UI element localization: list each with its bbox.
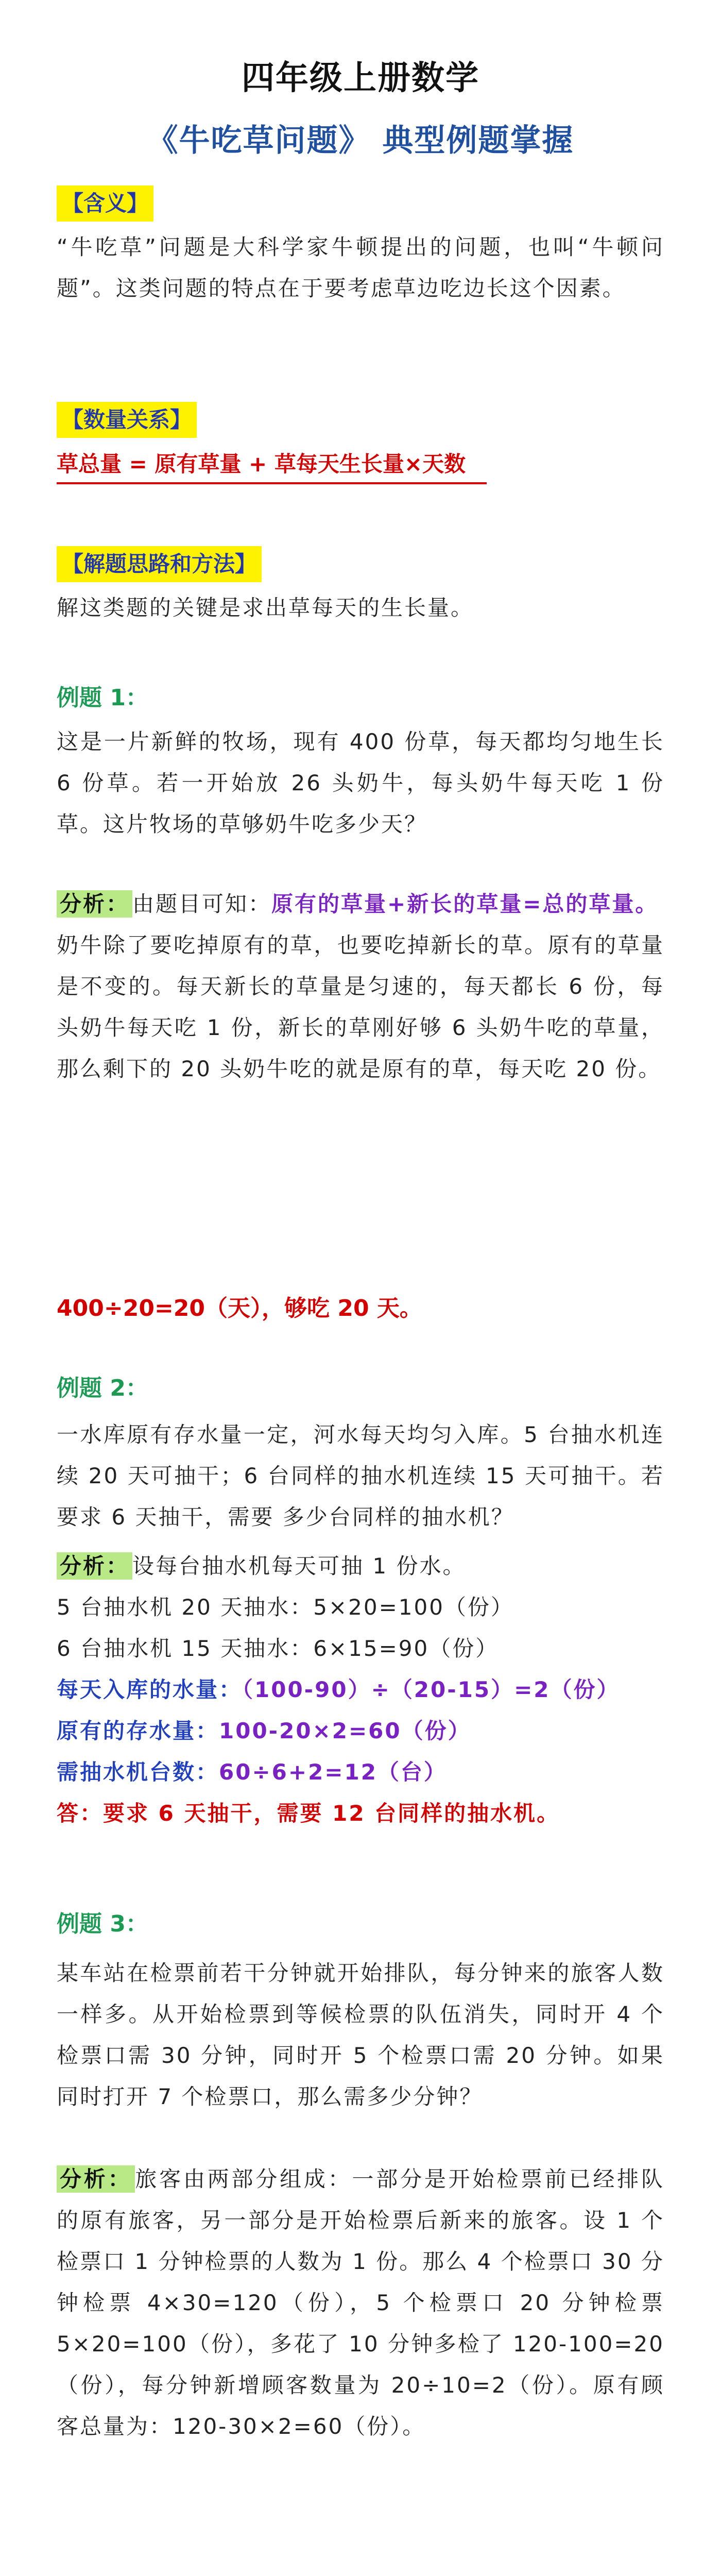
example1-analysis-tag: 分析： xyxy=(57,890,132,918)
example2-inflow-value: （100-90）÷（20-15）=2（份） xyxy=(242,1677,620,1702)
example2-storage-value: 100-20×2=60（份） xyxy=(219,1718,471,1743)
example2-problem: 一水库原有存水量一定，河水每天均匀入库。5 台抽水机连续 20 天可抽干；6 台同样的抽水机连续 15 天可抽干。若要求 6 天抽干，需要 多少台同样的抽水机？ xyxy=(57,1422,664,1530)
quantity-formula: 草总量 = 原有草量 + 草每天生长量×天数 xyxy=(57,451,466,477)
quantity-formula-block xyxy=(57,448,664,484)
example1-heading: 例题 1： xyxy=(57,685,148,711)
meaning-tag: 【含义】 xyxy=(57,185,153,222)
example1-problem: 这是一片新鲜的牧场，现有 400 份草，每天都均匀地生长 6 份草。若一开始放 26 头奶牛，每头奶牛每天吃 1 份草。这片牧场的草够奶牛吃多少天？ xyxy=(57,729,664,837)
example1-analysis-highlight: 原有的草量+新长的草量=总的草量。 xyxy=(271,891,659,917)
example2-line1: 5 台抽水机 20 天抽水：5×20=100（份） xyxy=(57,1595,514,1620)
formula-underline xyxy=(57,482,487,484)
example2-line2: 6 台抽水机 15 天抽水：6×15=90（份） xyxy=(57,1636,499,1661)
example3-heading: 例题 3： xyxy=(57,1911,148,1937)
meaning-text: “牛吃草”问题是大科学家牛顿提出的问题，也叫“牛顿问题”。这类问题的特点在于要考虑草边吃边长这个因素。 xyxy=(57,234,664,301)
example2-storage-label: 原有的存水量： xyxy=(57,1718,219,1743)
page-title: 四年级上册数学 xyxy=(242,59,479,97)
example1-analysis-lead: 由题目可知： xyxy=(132,891,272,917)
method-tag: 【解题思路和方法】 xyxy=(57,546,262,582)
meaning-section xyxy=(57,185,664,222)
example2-analysis-lead: 设每台抽水机每天可抽 1 份水。 xyxy=(132,1553,466,1579)
quantity-tag: 【数量关系】 xyxy=(57,402,197,438)
example1-answer: 400÷20=20（天），够吃 20 天。 xyxy=(57,1295,422,1321)
example2-pumps-value: 60÷6+2=12（台） xyxy=(219,1759,447,1785)
example2-heading: 例题 2： xyxy=(57,1375,148,1401)
example2-pumps-label: 需抽水机台数： xyxy=(57,1759,219,1785)
method-text: 解这类题的关键是求出草每天的生长量。 xyxy=(57,595,474,620)
example2-analysis xyxy=(57,1546,664,1834)
example3-problem: 某车站在检票前若干分钟就开始排队，每分钟来的旅客人数一样多。从开始检票到等候检票的队伍消失，同时开 4 个检票口需 30 分钟，同时开 5 个检票口需 20 分钟。如果同时打开 7 个检票口，那么需多少分钟？ xyxy=(57,1960,664,2109)
example1-analysis xyxy=(57,884,664,1090)
example2-answer: 答：要求 6 天抽干，需要 12 台同样的抽水机。 xyxy=(57,1801,560,1826)
method-section xyxy=(57,546,664,582)
example2-inflow-label: 每天入库的水量： xyxy=(57,1677,243,1702)
page-subtitle: 《牛吃草问题》 典型例题掌握 xyxy=(147,123,574,159)
example3-analysis-tag: 分析： xyxy=(57,2165,135,2193)
example1-analysis-body: 奶牛除了要吃掉原有的草，也要吃掉新长的草。原有的草量是不变的。每天新长的草量是匀速的，每天都长 6 份，每头奶牛每天吃 1 份，新长的草刚好够 6 头奶牛吃的草量，那么剩下的 20 头奶牛吃的就是原有的草，每天吃 20 份。 xyxy=(57,933,664,1081)
example3-analysis xyxy=(57,2159,664,2447)
example2-analysis-tag: 分析： xyxy=(57,1552,132,1580)
quantity-section xyxy=(57,402,664,438)
example3-analysis-body: 旅客由两部分组成：一部分是开始检票前已经排队的原有旅客，另一部分是开始检票后新来的旅客。设 1 个检票口 1 分钟检票的人数为 1 份。那么 4 个检票口 30 分钟检票 4×30=120（份），5 个检票口 20 分钟检票 5×20=100（份），多花了 10 分钟多检了 120-100=20（份），每分钟新增顾客数量为 20÷10=2（份）。原有顾客总量为：120-30×2=60（份）。 xyxy=(57,2166,664,2439)
